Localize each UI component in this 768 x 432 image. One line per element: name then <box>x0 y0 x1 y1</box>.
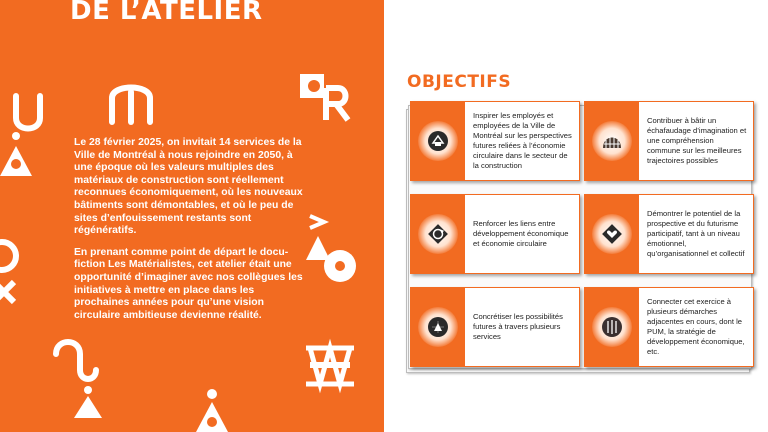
objective-text: Renforcer les liens entre développement économique et économie circulaire <box>473 219 569 248</box>
objective-card <box>410 194 580 274</box>
recycle-cube-icon <box>418 121 458 161</box>
ring-tail-glyph-icon <box>304 212 360 290</box>
objective-text: Concrétiser les possibilités futures à travers plusieurs services <box>473 312 563 341</box>
objectives-title: OBJECTIFS <box>407 72 512 92</box>
letter-m-glyph-icon <box>106 78 156 124</box>
circular-arrows-icon <box>418 214 458 254</box>
building-stack-icon <box>418 307 458 347</box>
intro-paragraph-1: Le 28 février 2025, on invitait 14 services de la Ville de Montréal à nous rejoindre en 2050, à une époque où les valeurs multiples des matériaux de construction sont réellement reconnues économiquement, où les nouveaux bâtiments sont démontables, et où le peu de sites d’enfouissement restants sont régénératifs. <box>74 137 303 237</box>
intro-paragraph-2: En prenant comme point de départ le docu-fiction Les Matérialistes, cet atelier était une opportunité d’imaginer avec nos collègues les initiatives à mettre en place dans les prochaines années pour qu’une vision circulaire ambitieuse devienne réalité. <box>74 246 303 321</box>
drop-triangle-glyph-icon <box>192 388 232 432</box>
heart-hand-icon <box>592 214 632 254</box>
hook-pendant-glyph-icon <box>50 340 110 420</box>
objective-text: Inspirer les employés et employées de la Ville de Montréal sur les perspectives futures reliées à l’économie circulaire dans le secteur de la construction <box>473 111 572 170</box>
hook-triangle-glyph-icon <box>0 92 48 182</box>
objectives-grid <box>406 101 752 367</box>
timeline-spiral-icon <box>592 307 632 347</box>
objective-text: Connecter cet exercice à plusieurs démarches adjacentes en cours, dont le PUM, la stratégie de développement économique, etc. <box>647 297 745 356</box>
scaffold-dome-icon <box>592 121 632 161</box>
objective-text: Contribuer à bâtir un échafaudage d’imagination et une compréhension commune sur les meilleures trajectoires possibles <box>647 116 747 165</box>
objective-text: Démontrer le potentiel de la prospective et du futurisme participatif, tant à un niveau émotionnel, qu’organisationnel et collectif <box>647 209 745 258</box>
x-circle-glyph-icon <box>0 236 20 306</box>
objective-card <box>410 101 580 181</box>
intro-text <box>74 137 310 331</box>
objective-card <box>584 101 754 181</box>
objective-card <box>584 287 754 367</box>
building-w-glyph-icon <box>304 338 358 392</box>
letters-r-glyph-icon <box>300 74 352 124</box>
page-title: DE L’ATELIER <box>70 0 263 26</box>
objective-card <box>410 287 580 367</box>
objective-card <box>584 194 754 274</box>
